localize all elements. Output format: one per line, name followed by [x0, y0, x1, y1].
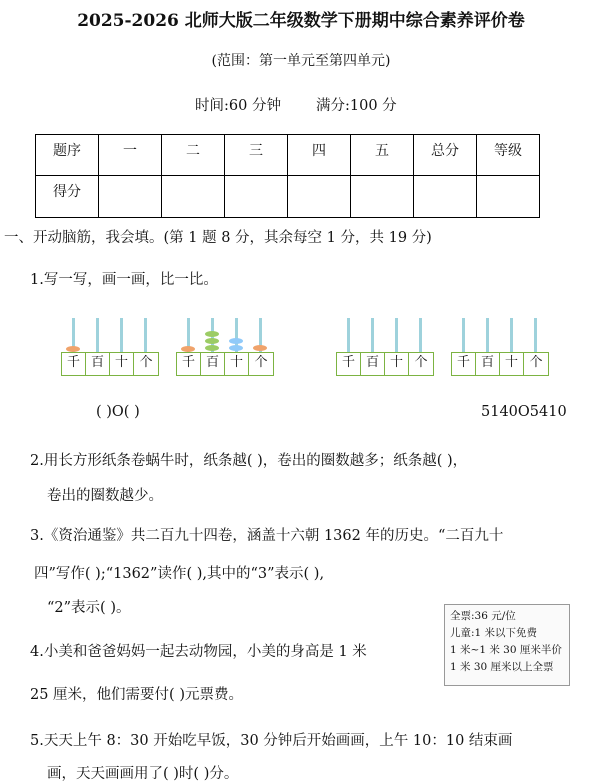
q1-compare-numbers[interactable]: 5140O5410	[481, 404, 567, 420]
score-input-cell[interactable]	[225, 176, 288, 218]
place-label: 十	[385, 353, 409, 375]
time-limit: 时间:60 分钟	[195, 98, 281, 114]
score-cell: 得分	[36, 176, 99, 218]
score-input-cell[interactable]	[288, 176, 351, 218]
abacus-bead	[205, 338, 219, 344]
abacus-frame	[451, 352, 549, 376]
place-label: 千	[337, 353, 361, 375]
score-input-cell[interactable]	[162, 176, 225, 218]
full-score: 满分:100 分	[316, 98, 397, 114]
scope-line: (范围：第一单元至第四单元)	[211, 53, 391, 69]
abacus-rod	[144, 318, 147, 354]
abacus-frame	[336, 352, 434, 376]
abacus-rod	[419, 318, 422, 354]
place-label: 个	[414, 355, 428, 370]
abacus-bead	[205, 345, 219, 351]
score-input-cell[interactable]	[351, 176, 414, 218]
place-label: 百	[201, 353, 225, 375]
score-cell: 四	[288, 135, 351, 176]
place-label: 十	[110, 353, 134, 375]
place-label: 千	[62, 353, 86, 375]
place-label: 个	[139, 355, 153, 370]
place-label: 百	[476, 353, 500, 375]
abacus-rod	[347, 318, 350, 354]
abacus-1	[61, 318, 159, 378]
question-5-line1: 5.天天上午 8：30 开始吃早饭，30 分钟后开始画画，上午 10：10 结束画	[30, 733, 513, 749]
score-cell: 一	[99, 135, 162, 176]
page-title: 2025-2026 北师大版二年级数学下册期中综合素养评价卷	[77, 11, 525, 31]
score-input-cell[interactable]	[414, 176, 477, 218]
abacus-rod	[395, 318, 398, 354]
abacus-rod	[510, 318, 513, 354]
place-label: 千	[177, 353, 201, 375]
score-table-header-row	[36, 135, 540, 176]
question-2-line1: 2.用长方形纸条卷蜗牛时，纸条越( )，卷出的圈数越多；纸条越( )，	[30, 453, 468, 469]
abacus-rod	[486, 318, 489, 354]
question-3-line2: 四”写作( );“1362”读作( ),其中的“3”表示( ),	[34, 566, 325, 582]
abacus-rod	[534, 318, 537, 354]
place-label: 个	[529, 355, 543, 370]
score-input-cell[interactable]	[477, 176, 540, 218]
ticket-line: 1 米~1 米 30 厘米半价	[450, 644, 562, 656]
abacus-4	[451, 318, 549, 378]
question-4-line2: 25 厘米，他们需要付( )元票费。	[30, 687, 243, 703]
ticket-line: 1 米 30 厘米以上全票	[450, 661, 554, 673]
abacus-rod	[462, 318, 465, 354]
abacus-frame	[176, 352, 274, 376]
score-cell: 总分	[414, 135, 477, 176]
question-3-line3: “2”表示( )。	[47, 600, 131, 616]
place-label: 十	[500, 353, 524, 375]
q1-compare-blank[interactable]: ( )O( )	[96, 404, 140, 420]
ticket-line: 儿童:1 米以下免费	[450, 627, 538, 639]
abacus-rod	[96, 318, 99, 354]
place-label: 百	[361, 353, 385, 375]
section1-heading: 一、开动脑筋，我会填。(第 1 题 8 分，其余每空 1 分，共 19 分)	[4, 230, 432, 246]
place-label: 千	[452, 353, 476, 375]
ticket-line: 全票:36 元/位	[450, 610, 516, 622]
score-cell: 二	[162, 135, 225, 176]
score-cell: 五	[351, 135, 414, 176]
abacus-3	[336, 318, 434, 378]
question-5-line2: 画，天天画画用了( )时( )分。	[47, 766, 239, 782]
question-2-line2: 卷出的圈数越少。	[47, 488, 163, 504]
score-table	[35, 134, 540, 218]
abacus-bead	[229, 345, 243, 351]
abacus-bead	[205, 331, 219, 337]
abacus-2	[176, 318, 274, 378]
abacus-frame	[61, 352, 159, 376]
score-cell: 三	[225, 135, 288, 176]
abacus-bead	[253, 345, 267, 351]
ticket-price-board	[444, 604, 570, 686]
question-1: 1.写一写，画一画，比一比。	[30, 272, 218, 288]
place-label: 个	[254, 355, 268, 370]
abacus-rod	[371, 318, 374, 354]
score-input-cell[interactable]	[99, 176, 162, 218]
score-cell: 等级	[477, 135, 540, 176]
abacus-rod	[120, 318, 123, 354]
place-label: 十	[225, 353, 249, 375]
score-cell: 题序	[36, 135, 99, 176]
question-3-line1: 3.《资治通鉴》共二百九十四卷，涵盖十六朝 1362 年的历史。“二百九十	[30, 528, 504, 544]
question-4-line1: 4.小美和爸爸妈妈一起去动物园，小美的身高是 1 米	[30, 644, 367, 660]
abacus-bead	[229, 338, 243, 344]
score-table-score-row	[36, 176, 540, 218]
place-label: 百	[86, 353, 110, 375]
